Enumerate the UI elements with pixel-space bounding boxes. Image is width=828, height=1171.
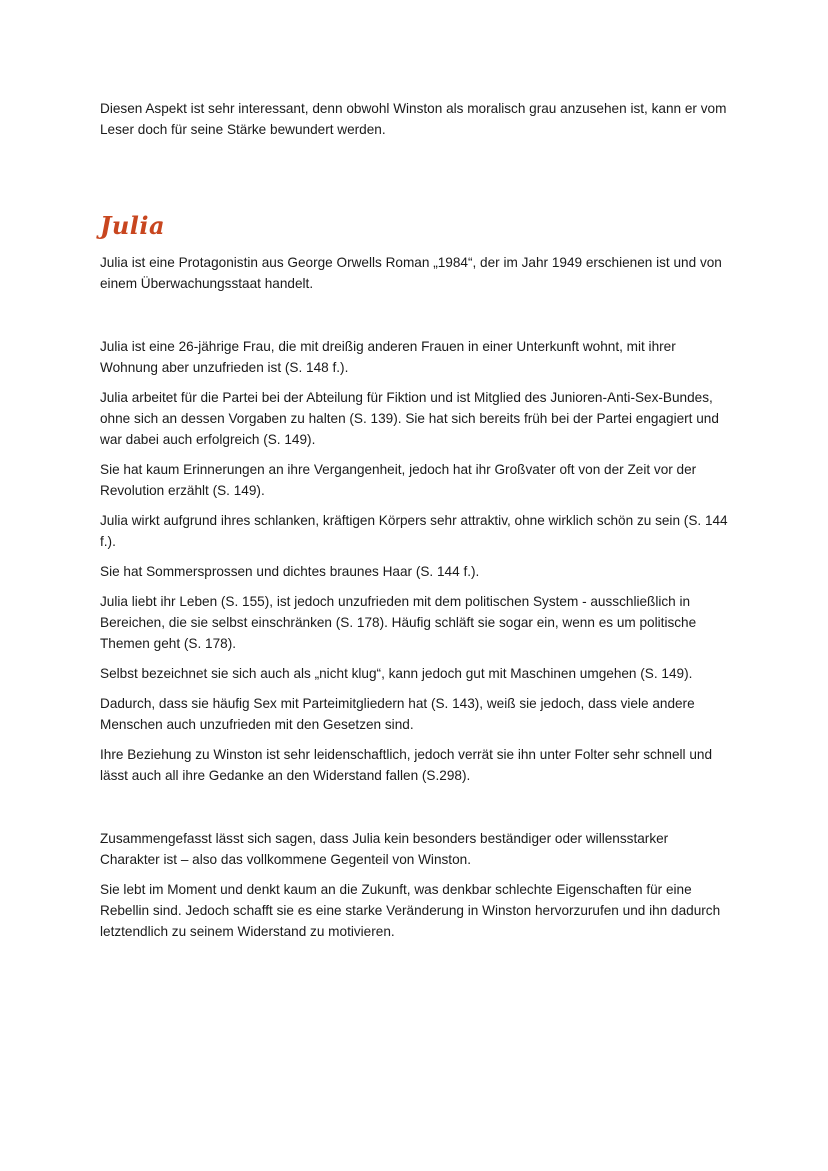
summary-paragraph: Sie lebt im Moment und denkt kaum an die Zukunft, was denkbar schlechte Eigenschaften für eine Rebellin sind. Jedoch schafft sie es eine starke Veränderung in Winston hervorzurufen und ihn dadurch letztendlich zu seinem Widerstand zu motivieren. (100, 882, 721, 939)
body-paragraph: Sie hat Sommersprossen und dichtes braunes Haar (S. 144 f.). (100, 564, 480, 579)
body-paragraph: Dadurch, dass sie häufig Sex mit Parteimitgliedern hat (S. 143), weiß sie jedoch, dass viele andere Menschen auch unzufrieden mit den Gesetzen sind. (100, 696, 695, 732)
summary-paragraph: Zusammengefasst lässt sich sagen, dass Julia kein besonders beständiger oder willensstarker Charakter ist – also das vollkommene Gegenteil von Winston. (100, 831, 669, 867)
body-paragraph: Julia wirkt aufgrund ihres schlanken, kräftigen Körpers sehr attraktiv, ohne wirklich schön zu sein (S. 144 f.). (100, 513, 728, 549)
lead-paragraph: Julia ist eine Protagonistin aus George Orwells Roman „1984“, der im Jahr 1949 erschienen ist und von einem Überwachungsstaat handelt. (100, 255, 722, 291)
intro-paragraph: Diesen Aspekt ist sehr interessant, denn obwohl Winston als moralisch grau anzusehen ist, kann er vom Leser doch für seine Stärke bewundert werden. (100, 101, 727, 137)
body-paragraph: Ihre Beziehung zu Winston ist sehr leidenschaftlich, jedoch verrät sie ihn unter Folter sehr schnell und lässt auch all ihre Gedanke an den Widerstand fallen (S.298). (100, 747, 713, 783)
body-paragraph: Julia arbeitet für die Partei bei der Abteilung für Fiktion und ist Mitglied des Junioren-Anti-Sex-Bundes, ohne sich an dessen Vorgaben zu halten (S. 139). Sie hat sich bereits früh bei der Partei engagiert und war dabei auch erfolgreich (S. 149). (100, 390, 719, 447)
section-heading: Julia (100, 211, 166, 240)
body-paragraph: Selbst bezeichnet sie sich auch als „nicht klug“, kann jedoch gut mit Maschinen umgehen (S. 149). (100, 666, 693, 681)
body-paragraph: Julia ist eine 26-jährige Frau, die mit dreißig anderen Frauen in einer Unterkunft wohnt, mit ihrer Wohnung aber unzufrieden ist (S. 148 f.). (100, 339, 676, 375)
body-paragraph: Sie hat kaum Erinnerungen an ihre Vergangenheit, jedoch hat ihr Großvater oft von der Zeit vor der Revolution erzählt (S. 149). (100, 462, 697, 498)
body-paragraph: Julia liebt ihr Leben (S. 155), ist jedoch unzufrieden mit dem politischen System - ausschließlich in Bereichen, die sie selbst einschränken (S. 178). Häufig schläft sie sogar ein, wenn es um politische Themen geht (S. 178). (100, 594, 697, 651)
